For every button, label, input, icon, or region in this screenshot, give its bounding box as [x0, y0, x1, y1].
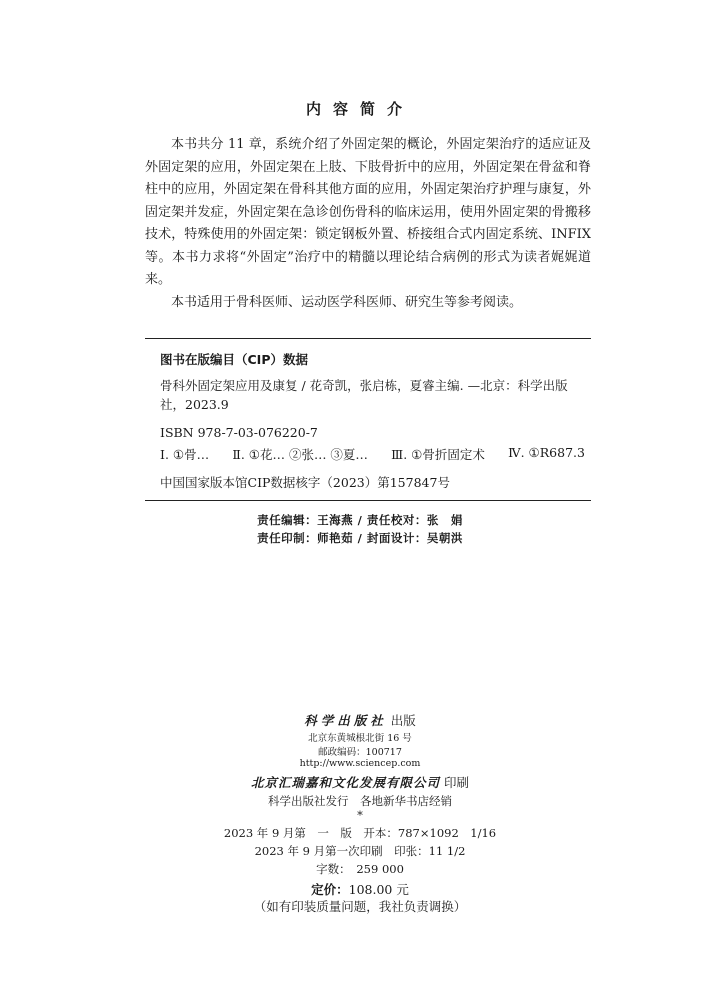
- printer-suffix: 印刷: [443, 775, 469, 790]
- staff-line: 责任印制：师艳茹 / 封面设计：吴朝洪: [257, 531, 463, 545]
- isbn: ISBN 978-7-03-076220-7: [160, 425, 318, 440]
- price-label: 定价：: [311, 882, 349, 897]
- publisher-postcode: 邮政编码：100717: [318, 747, 402, 758]
- distribution: 科学出版社发行 各地新华书店经销: [268, 794, 452, 808]
- word-count: 字数： 259 000: [316, 862, 404, 876]
- printer: [0, 773, 720, 791]
- divider: [145, 338, 591, 339]
- price-value: 108.00 元: [348, 882, 409, 897]
- publisher-suffix: 出版: [390, 713, 416, 728]
- cip-classification: [160, 445, 585, 463]
- publisher-seal: 科学出版社: [304, 713, 387, 728]
- intro-paragraph: 本书共分 11 章，系统介绍了外固定架的概论，外固定架治疗的适应证及外固定架的应用，外固定架在上肢、下肢骨折中的应用，外固定架在骨盆和脊柱中的应用，外固定架在骨科其他方面的应用，外固定架治疗护理与康复，外固定架并发症，外固定架在急诊创伤骨科的临床运用，使用外固定架的骨搬移技术，特殊使用的外固定架：锁定钢板外置、桥接组合式内固定系统、INFIX 等。本书力求将“外固定”治疗中的精髓以理论结合病例的形式为读者娓娓道来。: [145, 137, 591, 287]
- cip-record-number: 中国国家版本馆CIP数据核字（2023）第157847号: [160, 475, 450, 490]
- cip-class-item: Ⅳ. ①R687.3: [508, 445, 585, 460]
- separator-star: *: [357, 808, 363, 822]
- quality-note: （如有印装质量问题，我社负责调换）: [253, 899, 467, 914]
- page-title: 内容简介: [305, 100, 414, 118]
- divider: [145, 500, 591, 501]
- edition-info: 2023 年 9 月第 一 版 开本：787×1092 1/16: [223, 826, 497, 840]
- introduction: [145, 134, 591, 314]
- publisher-url: http://www.sciencep.com: [299, 758, 421, 769]
- printing-info: 2023 年 9 月第一次印刷 印张：11 1/2: [254, 844, 466, 858]
- cip-class-item: Ⅲ. ①骨折固定术: [391, 447, 485, 462]
- cip-class-item: Ⅰ. ①骨…: [160, 447, 210, 462]
- printer-name: 北京汇瑞嘉和文化发展有限公司: [250, 775, 440, 790]
- cip-record: 骨科外固定架应用及康复 / 花奇凯，张启栋，夏睿主编. —北京：科学出版社，2023.9: [160, 378, 568, 412]
- staff-line: 责任编辑：王海燕 / 责任校对：张 娟: [257, 513, 463, 527]
- price: [0, 880, 720, 898]
- publisher-name: [0, 711, 720, 729]
- cip-heading: 图书在版编目（CIP）数据: [160, 352, 308, 367]
- intro-paragraph: 本书适用于骨科医师、运动医学科医师、研究生等参考阅读。: [171, 294, 523, 310]
- cip-class-item: Ⅱ. ①花… ②张… ③夏…: [232, 447, 368, 462]
- publisher-address: 北京东黄城根北街 16 号: [308, 733, 412, 744]
